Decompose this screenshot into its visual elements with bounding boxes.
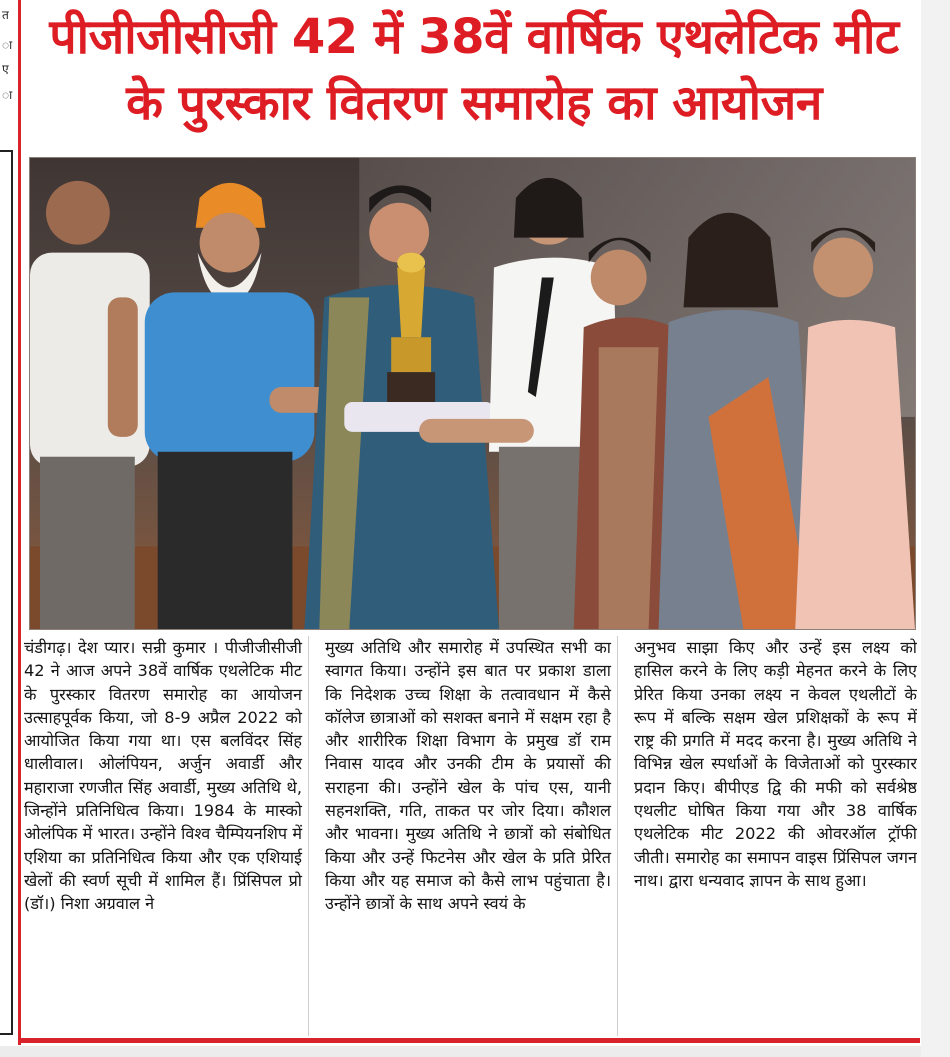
article-column-2: [325, 636, 618, 1036]
adjacent-column-text: ा: [2, 38, 13, 52]
headline-line-1: पीजीजीसीजी 42 में 38वें वार्षिक एथलेटिक मीट: [49, 9, 899, 65]
adjacent-column-frame: [0, 150, 13, 1035]
adjacent-column-text: ए: [2, 62, 9, 76]
column-rule-red: [18, 0, 21, 1045]
article-paragraph: चंडीगढ़। देश प्यार। सन्री कुमार । पीजीजीसीजी 42 ने आज अपने 38वें वार्षिक एथलेटिक मीट के पुरस्कार वितरण समारोह का आयोजन उत्साहपूर्वक किया, जो 8-9 अप्रैल 2022 को आयोजित किया गया था। एस बलविंदर सिंह धालीवाल। ओलंपियन, अर्जुन अवार्डी और महाराजा रणजीत सिंह अवार्डी, मुख्य अतिथि थे, जिन्होंने प्रतिनिधित्व किया। 1984 के मास्को ओलंपिक में भारत। उन्होंने विश्व चैम्पियनशिप में एशिया का प्रतिनिधित्व किया और एक एशियाई खेलों की स्वर्ण सूची में शामिल हैं। प्रिंसिपल प्रो (डॉ।) निशा अग्रवाल ने: [24, 638, 302, 914]
news-photo: [29, 157, 916, 630]
bottom-rule-red: [18, 1038, 920, 1043]
article-column-1: [24, 636, 309, 1036]
bottom-margin: [0, 1046, 950, 1057]
headline-line-2: के पुरस्कार वितरण समारोह का आयोजन: [126, 75, 822, 131]
article-paragraph: अनुभव साझा किए और उन्हें इस लक्ष्य को हासिल करने के लिए कड़ी मेहनत करने के लिए प्रेरित किया उनका लक्ष्य न केवल एथलीटों के रूप में बल्कि सक्षम खेल प्रशिक्षकों के रूप में राष्ट्र की प्रगति में मदद करना है। मुख्य अतिथि ने विभिन्न खेल स्पर्धाओं के विजेताओं को पुरस्कार प्रदान किए। बीपीएड द्वि की मफी को सर्वश्रेष्ठ एथलीट घोषित किया गया और 38 वार्षिक एथलेटिक मीट 2022 की ओवरऑल ट्रॉफी जीती। समारोह का समापन वाइस प्रिंसिपल जगन नाथ। द्वारा धन्यवाद ज्ञापन के साथ हुआ।: [634, 638, 917, 890]
headline: [24, 4, 924, 154]
article-column-3: [634, 636, 917, 1036]
article-body: [24, 636, 918, 1036]
article-paragraph: मुख्य अतिथि और समारोह में उपस्थित सभी का स्वागत किया। उन्होंने इस बात पर प्रकाश डाला कि निदेशक उच्च शिक्षा के तत्वावधान में कैसे कॉलेज छात्राओं को सशक्त बनाने में सक्षम रहा है और शारीरिक शिक्षा विभाग के प्रमुख डॉ राम निवास यादव और उनकी टीम के प्रयासों की सराहना की। उन्होंने खेल के पांच एस, यानी सहनशक्ति, गति, ताकत पर जोर दिया। कौशल और भावना। मुख्य अतिथि ने छात्रों को संबोधित किया और उन्हें फिटनेस और खेल के प्रति प्रेरित किया और यह समाज को कैसे लाभ पहुंचाता है। उन्होंने छात्रों के साथ अपने स्वयं के: [325, 638, 611, 914]
right-margin: [921, 0, 950, 1057]
adjacent-column-text: ा: [2, 88, 13, 102]
award-ceremony-photo: [30, 158, 915, 629]
adjacent-column-text: त: [2, 8, 9, 22]
